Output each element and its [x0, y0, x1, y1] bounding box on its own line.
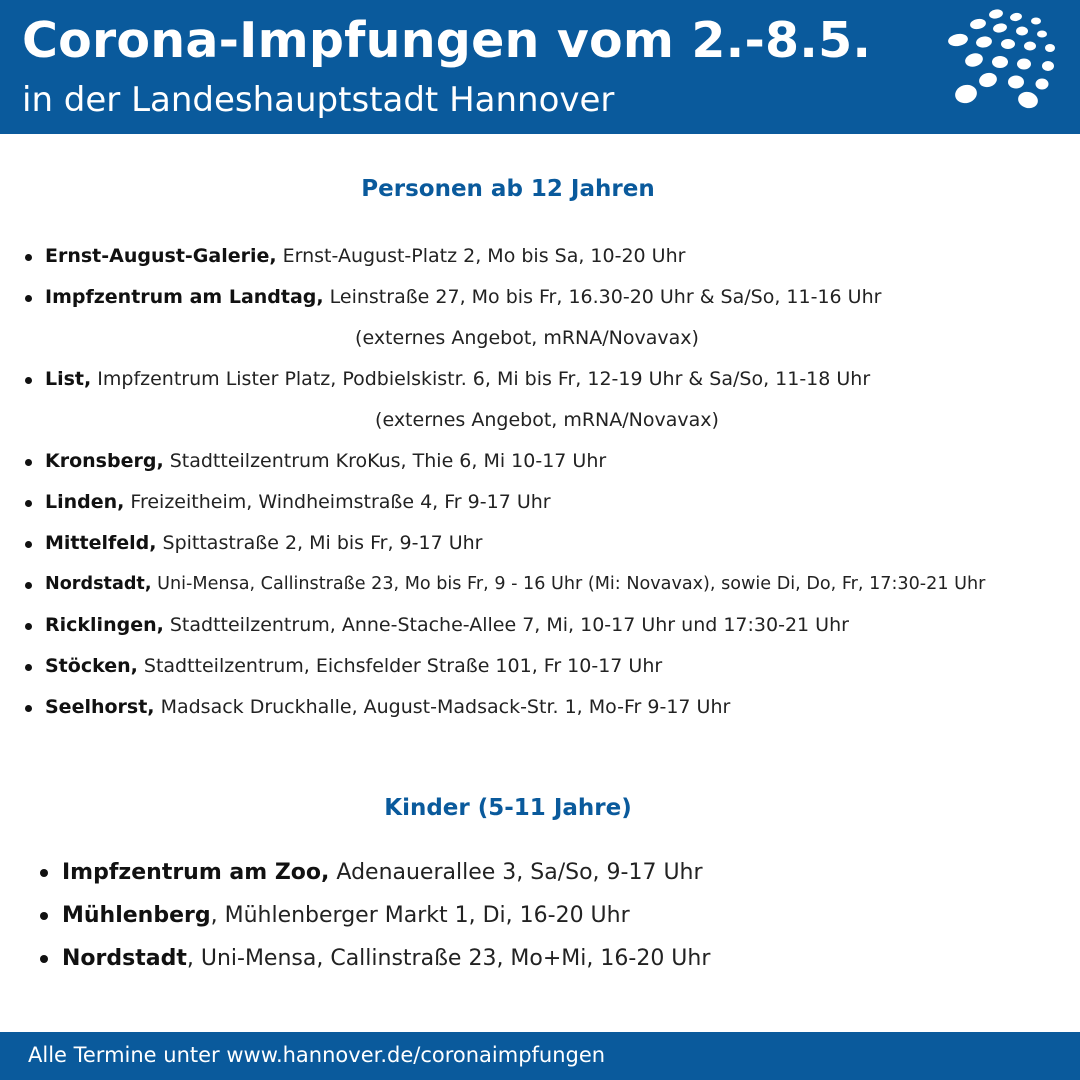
adult-locations-list [22, 236, 1080, 728]
header-banner [0, 0, 1080, 134]
kids-locations-list [38, 851, 1038, 980]
list-item [22, 523, 1080, 564]
section-heading-kids: Kinder (5-11 Jahre) [384, 795, 632, 821]
list-item [38, 937, 1038, 980]
list-item [22, 687, 1080, 728]
location-details: Stadtteilzentrum KroKus, Thie 6, Mi 10-17 Uhr [163, 450, 607, 472]
location-details: Adenauerallee 3, Sa/So, 9-17 Uhr [329, 860, 703, 885]
location-details: Stadtteilzentrum, Eichsfelder Straße 101, Fr 10-17 Uhr [137, 655, 663, 677]
location-details: Leinstraße 27, Mo bis Fr, 16.30-20 Uhr & Sa/So, 11-16 Uhr [323, 286, 882, 308]
list-item-note: (externes Angebot, mRNA/Novavax) [375, 409, 719, 431]
location-name: Ernst-August-Galerie, [45, 245, 277, 267]
list-item [22, 277, 1080, 318]
list-item [22, 564, 1080, 605]
location-name: List, [45, 368, 92, 390]
location-name: Nordstadt, [45, 574, 152, 594]
location-name: Seelhorst, [45, 696, 155, 718]
footer-link-text: Alle Termine unter www.hannover.de/coronaimpfungen [28, 1043, 606, 1067]
location-details: Spittastraße 2, Mi bis Fr, 9-17 Uhr [156, 532, 483, 554]
list-item [22, 236, 1080, 277]
location-details: Ernst-August-Platz 2, Mo bis Sa, 10-20 Uhr [276, 245, 686, 267]
location-details: Stadtteilzentrum, Anne-Stache-Allee 7, Mi, 10-17 Uhr und 17:30-21 Uhr [163, 614, 849, 636]
location-name: Nordstadt [62, 946, 187, 971]
location-name: Kronsberg, [45, 450, 164, 472]
location-name: Stöcken, [45, 655, 138, 677]
list-item [22, 441, 1080, 482]
location-details: , Uni-Mensa, Callinstraße 23, Mo+Mi, 16-20 Uhr [186, 946, 711, 971]
location-name: Ricklingen, [45, 614, 164, 636]
location-details: Freizeitheim, Windheimstraße 4, Fr 9-17 Uhr [124, 491, 551, 513]
list-item [22, 482, 1080, 523]
footer-banner [0, 1032, 1080, 1080]
list-item [22, 605, 1080, 646]
location-name: Linden, [45, 491, 125, 513]
location-details: Impfzentrum Lister Platz, Podbielskistr. 6, Mi bis Fr, 12-19 Uhr & Sa/So, 11-18 Uhr [91, 368, 871, 390]
location-details: Madsack Druckhalle, August-Madsack-Str. 1, Mo-Fr 9-17 Uhr [154, 696, 731, 718]
location-details: , Mühlenberger Markt 1, Di, 16-20 Uhr [210, 903, 630, 928]
list-item [22, 359, 1080, 400]
page-subtitle: in der Landeshauptstadt Hannover [22, 80, 615, 120]
list-item [38, 851, 1038, 894]
location-name: Impfzentrum am Zoo, [62, 860, 330, 885]
page-title: Corona-Impfungen vom 2.-8.5. [22, 12, 872, 69]
location-name: Impfzentrum am Landtag, [45, 286, 324, 308]
list-item-note: (externes Angebot, mRNA/Novavax) [355, 327, 699, 349]
location-name: Mittelfeld, [45, 532, 157, 554]
list-item [38, 894, 1038, 937]
section-heading-adults: Personen ab 12 Jahren [361, 176, 655, 202]
location-name: Mühlenberg [62, 903, 211, 928]
list-item [22, 646, 1080, 687]
hannover-logo-icon [928, 4, 1062, 114]
location-details: Uni-Mensa, Callinstraße 23, Mo bis Fr, 9 - 16 Uhr (Mi: Novavax), sowie Di, Do, Fr, 17:30-21 Uhr [151, 574, 986, 594]
